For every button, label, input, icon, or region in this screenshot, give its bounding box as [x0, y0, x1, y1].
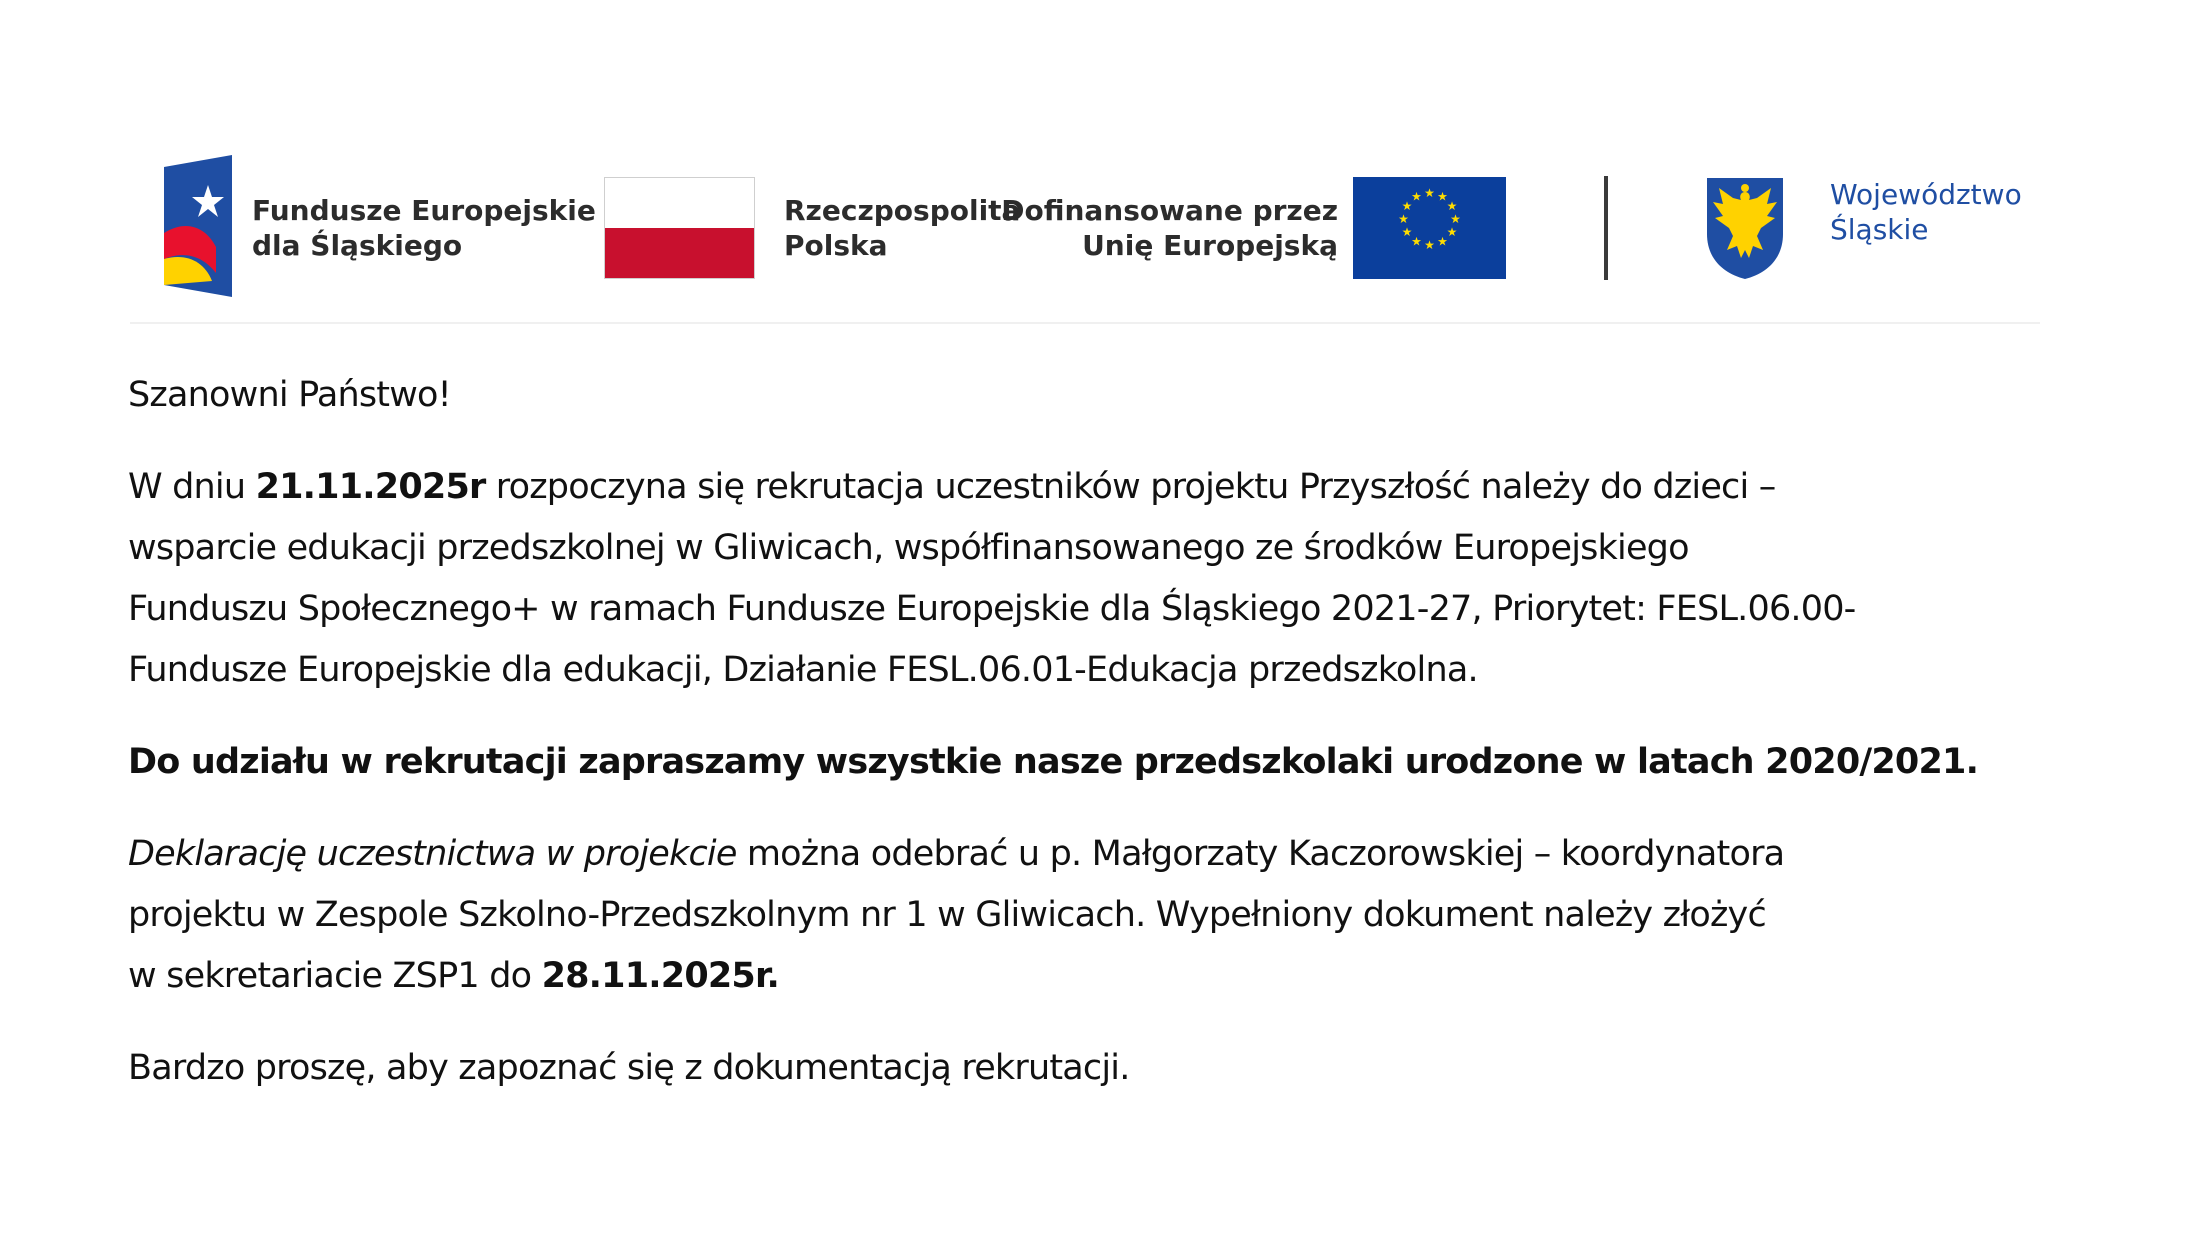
invitation-text: Do udziału w rekrutacji zapraszamy wszystkie nasze przedszkolaki urodzone w latach 2020/2021. — [128, 742, 1979, 782]
paragraph-invitation — [128, 732, 2088, 793]
logo-divider — [1604, 176, 1608, 280]
svg-text:★: ★ — [1424, 238, 1435, 252]
paragraph-3-line-2: projektu w Zespole Szkolno-Przedszkolnym nr 1 w Gliwicach. Wypełniony dokument należy złożyć — [128, 895, 1766, 935]
ws-logo-text — [1830, 177, 2022, 247]
submission-deadline: 28.11.2025r. — [541, 956, 779, 996]
svg-text:★: ★ — [1401, 225, 1413, 239]
paragraph-3-line-3 — [128, 946, 2088, 1007]
svg-text:★: ★ — [1446, 225, 1458, 239]
recruitment-start-date: 21.11.2025r — [255, 467, 486, 507]
eu-logo-line1: Dofinansowane przez — [1001, 194, 1338, 227]
eu-flag — [1353, 177, 1506, 279]
paragraph-1-line-2: wsparcie edukacji przedszkolnej w Gliwicach, współfinansowanego ze środków Europejskiego — [128, 528, 1689, 568]
svg-text:★: ★ — [1401, 199, 1413, 213]
ws-logo-line2: Śląskie — [1830, 213, 1929, 246]
p3-line1-rest: można odebrać u p. Małgorzaty Kaczorowskiej – koordynatora — [736, 834, 1785, 874]
closing-text: Bardzo proszę, aby zapoznać się z dokumentacją rekrutacji. — [128, 1048, 1130, 1088]
fundusze-europejskie-logo — [156, 155, 236, 297]
paragraph-1-line-3: Funduszu Społecznego+ w ramach Fundusze Europejskie dla Śląskiego 2021-27, Priorytet: FESL.06.00- — [128, 589, 1856, 629]
paragraph-3-line-1 — [128, 824, 2088, 885]
p1-prefix: W dniu — [128, 467, 256, 507]
paragraph-declaration — [128, 824, 2088, 1007]
svg-text:★: ★ — [1411, 189, 1422, 204]
polish-flag — [604, 177, 755, 279]
silesia-coat-of-arms-icon — [1705, 176, 1785, 280]
svg-text:★: ★ — [1437, 234, 1448, 249]
header-divider — [130, 322, 2040, 324]
p3-line3-prefix: w sekretariacie ZSP1 do — [128, 956, 542, 996]
letter-body — [128, 365, 2088, 1130]
rp-logo-text — [784, 193, 1020, 263]
svg-text:★: ★ — [1450, 212, 1461, 226]
eu-logo-text — [1000, 193, 1338, 263]
svg-text:★: ★ — [1411, 234, 1422, 249]
closing — [128, 1038, 2088, 1099]
ws-logo-line1: Województwo — [1830, 178, 2022, 211]
svg-text:★: ★ — [1446, 199, 1458, 213]
rp-logo-line2: Polska — [784, 229, 888, 262]
eu-stars-icon — [1353, 177, 1506, 279]
p1-line1-rest: rozpoczyna się rekrutacja uczestników projektu Przyszłość należy do dzieci – — [485, 467, 1776, 507]
fe-logo-text — [252, 193, 596, 263]
paragraph-1-line-1 — [128, 457, 2088, 518]
paragraph-recruitment-info — [128, 457, 2088, 701]
fe-logo-line2: dla Śląskiego — [252, 229, 463, 262]
logo-bar — [0, 0, 2208, 330]
greeting-text: Szanowni Państwo! — [128, 375, 451, 415]
paragraph-1-line-4: Fundusze Europejskie dla edukacji, Działanie FESL.06.01-Edukacja przedszkolna. — [128, 650, 1478, 690]
svg-text:★: ★ — [1437, 189, 1448, 204]
svg-text:★: ★ — [1424, 186, 1435, 200]
declaration-title: Deklarację uczestnictwa w projekcie — [128, 834, 737, 874]
greeting — [128, 365, 2088, 426]
svg-text:★: ★ — [1398, 212, 1409, 226]
rp-logo-line1: Rzeczpospolita — [784, 194, 1021, 227]
fe-logo-line1: Fundusze Europejskie — [252, 194, 596, 227]
eu-logo-line2: Unię Europejską — [1082, 229, 1338, 262]
